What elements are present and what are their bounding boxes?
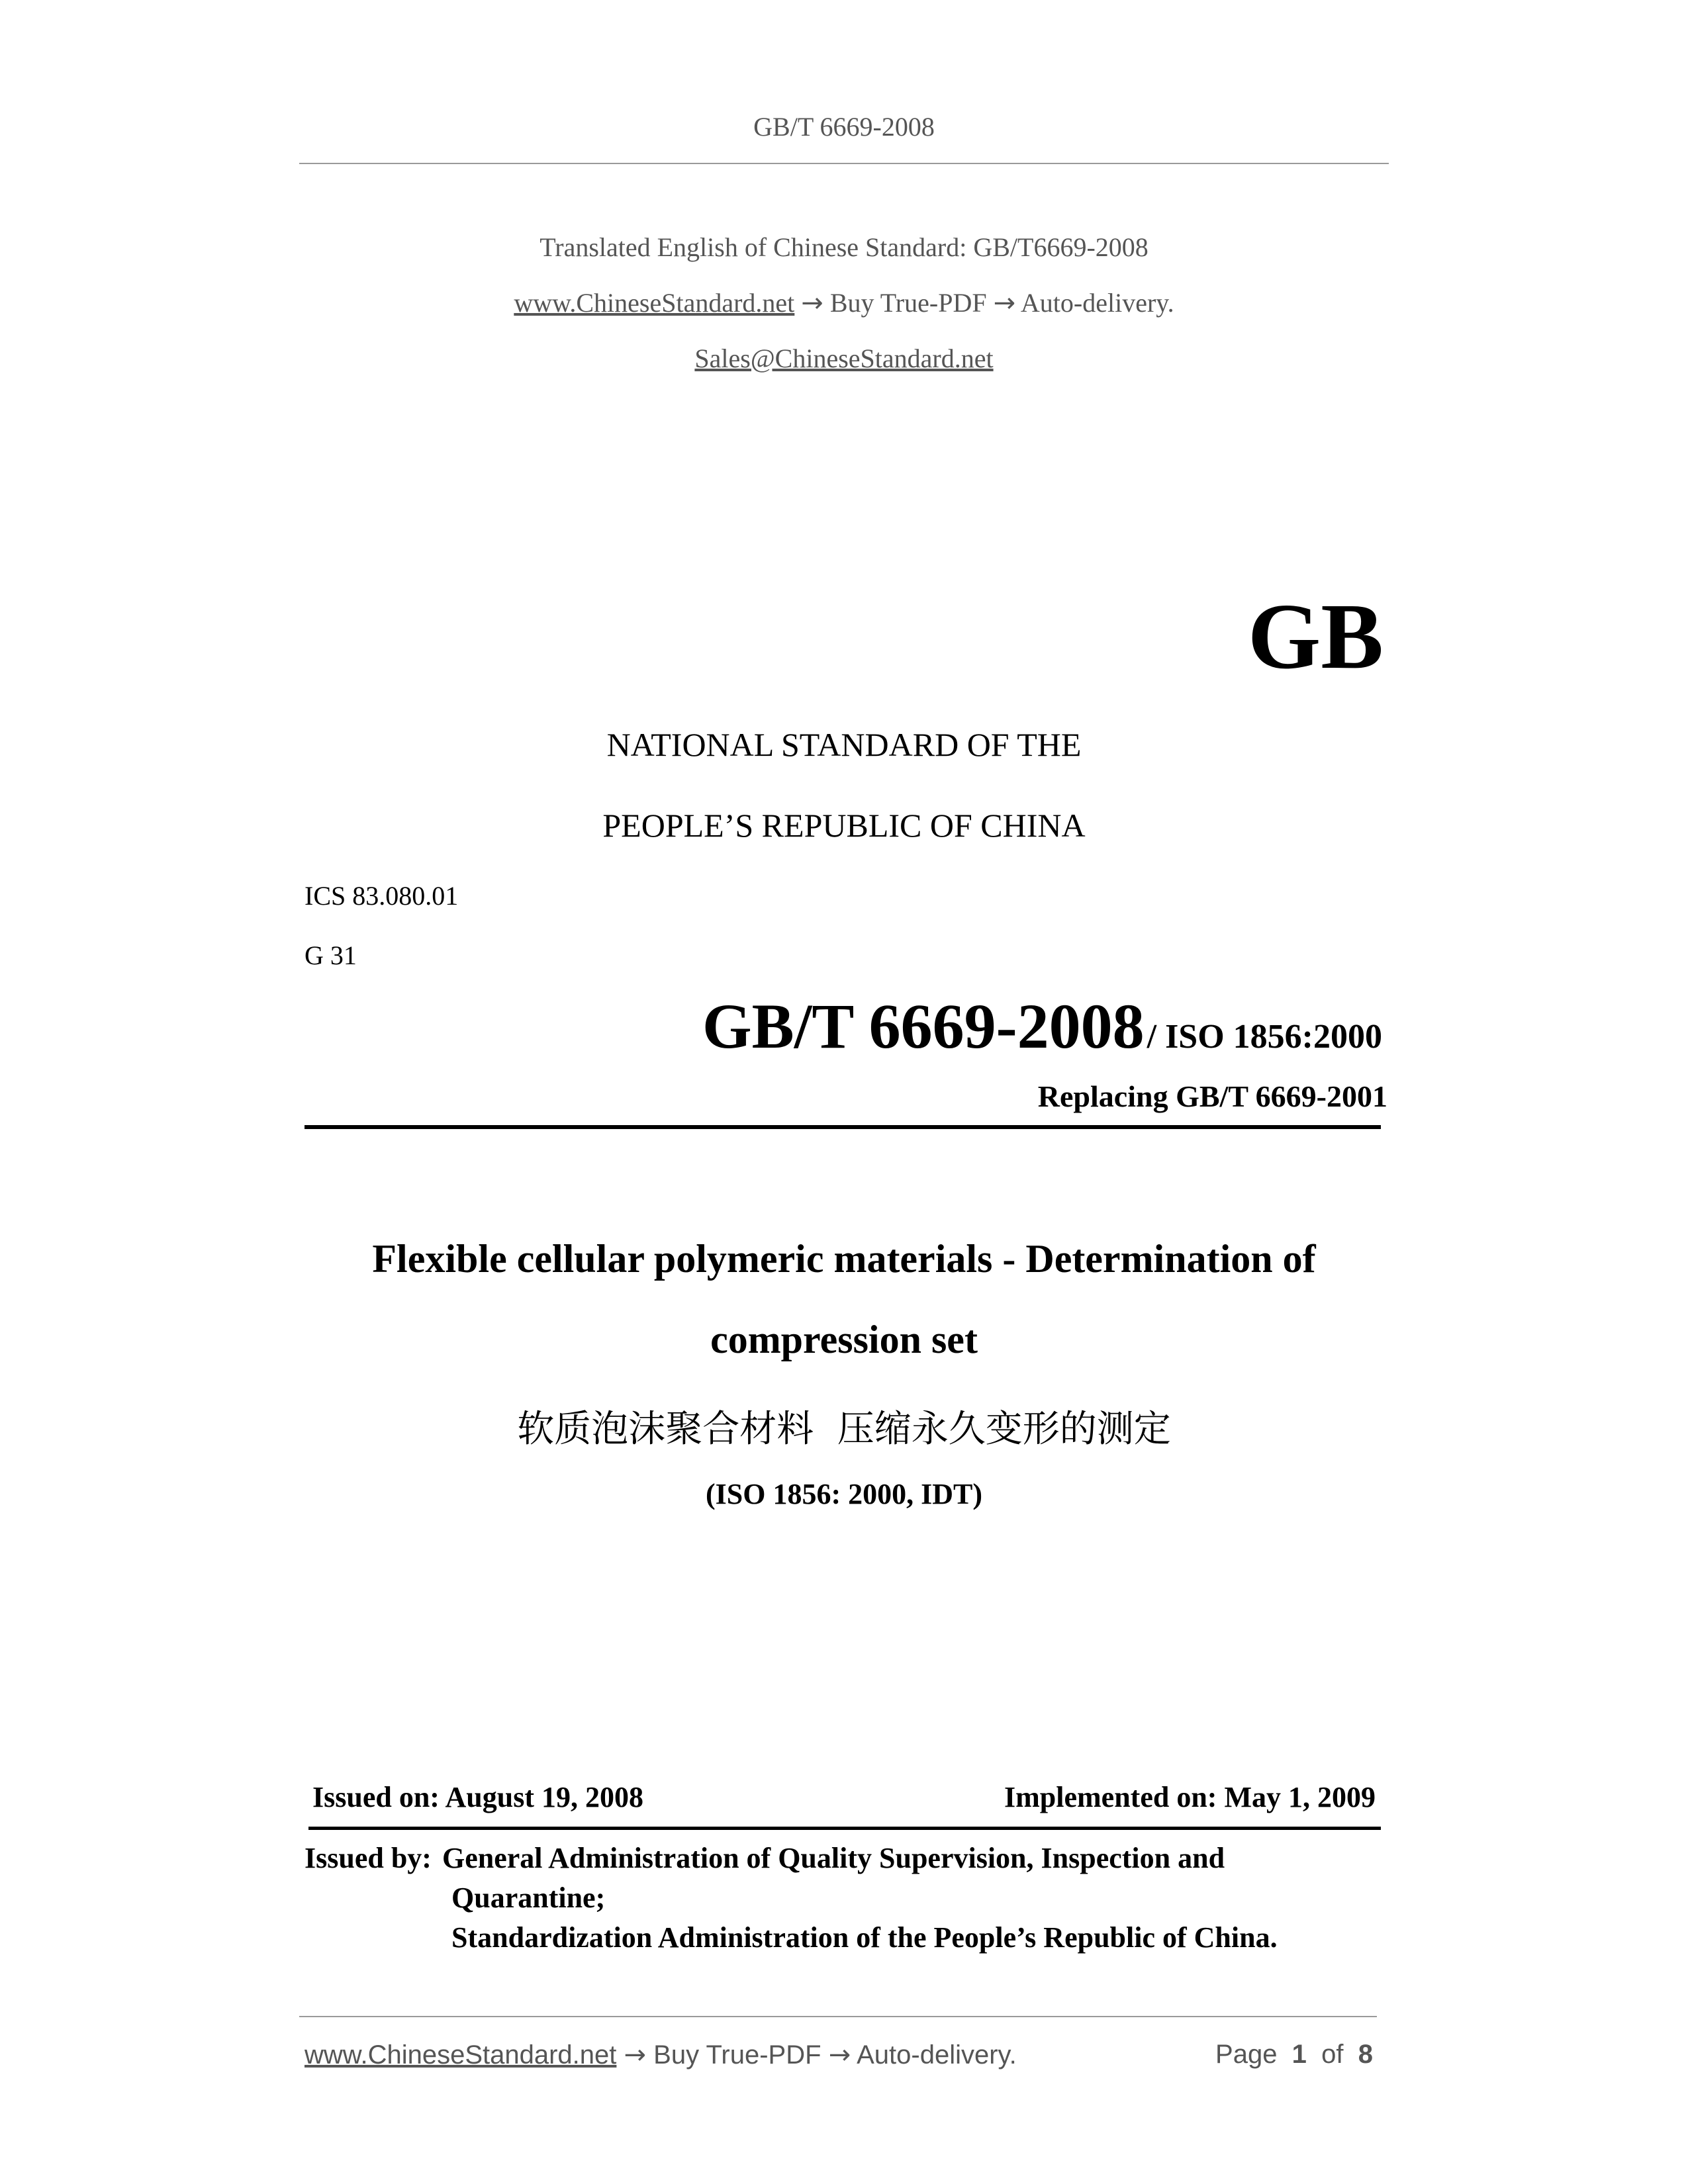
ics-code: ICS 83.080.01: [305, 881, 459, 911]
arrow-right-icon: →: [828, 2040, 851, 2070]
footer-delivery-text: Auto-delivery.: [857, 2040, 1017, 2070]
footer-buy-text: Buy True-PDF: [653, 2040, 821, 2070]
issuing-authority-line2: Quarantine;: [451, 1882, 606, 1914]
implemented-on-date: Implemented on: May 1, 2009: [1004, 1781, 1376, 1813]
page-indicator: [1215, 2040, 1373, 2070]
auto-delivery-text: Auto-delivery.: [1020, 288, 1174, 318]
national-standard-line2: PEOPLE’S REPUBLIC OF CHINA: [602, 807, 1086, 844]
national-standard-line1: NATIONAL STANDARD OF THE: [606, 726, 1082, 763]
of-label: of: [1321, 2040, 1344, 2069]
email-row: [0, 343, 1688, 374]
page-total: 8: [1358, 2040, 1373, 2069]
footer-website-link[interactable]: www.ChineseStandard.net: [305, 2040, 617, 2070]
arrow-right-icon: →: [801, 288, 823, 318]
sales-email-link[interactable]: Sales@ChineseStandard.net: [694, 343, 994, 373]
dates-divider: [308, 1827, 1381, 1830]
issued-on-date: Issued on: August 19, 2008: [312, 1781, 644, 1813]
gb-mark: GB: [1247, 584, 1383, 688]
replacing-note: Replacing GB/T 6669-2001: [1037, 1079, 1387, 1113]
header-divider: [299, 163, 1389, 164]
issued-by-label: Issued by:: [305, 1842, 432, 1874]
ccs-code: G 31: [305, 940, 357, 970]
standard-number: GB/T 6669-2008: [702, 991, 1145, 1062]
standard-divider: [305, 1125, 1381, 1129]
chinese-title: 软质泡沫聚合材料 压缩永久变形的测定: [517, 1408, 1171, 1451]
page-label: Page: [1215, 2040, 1278, 2069]
buy-true-pdf-text: Buy True-PDF: [829, 288, 987, 318]
document-title-line1: Flexible cellular polymeric materials - Determination of: [372, 1237, 1316, 1281]
footer-purchase-line: [305, 2040, 1017, 2070]
issuing-authority-line3: Standardization Administration of the People’s Republic of China.: [451, 1921, 1278, 1954]
issuing-authority-line1: General Administration of Quality Supervision, Inspection and: [442, 1842, 1225, 1874]
document-title-line2: compression set: [710, 1318, 978, 1361]
iso-equivalence: (ISO 1856: 2000, IDT): [705, 1478, 983, 1510]
page-number: 1: [1291, 2040, 1307, 2069]
translation-notice: Translated English of Chinese Standard: GB/T6669-2008: [539, 232, 1149, 262]
standard-number-block: [702, 989, 1382, 1063]
running-header: GB/T 6669-2008: [753, 112, 935, 142]
purchase-line: [0, 287, 1688, 318]
footer-divider: [299, 2016, 1377, 2017]
arrow-right-icon: →: [993, 288, 1016, 318]
arrow-right-icon: →: [624, 2040, 647, 2070]
website-link[interactable]: www.ChineseStandard.net: [514, 288, 795, 318]
iso-reference: / ISO 1856:2000: [1147, 1018, 1382, 1056]
